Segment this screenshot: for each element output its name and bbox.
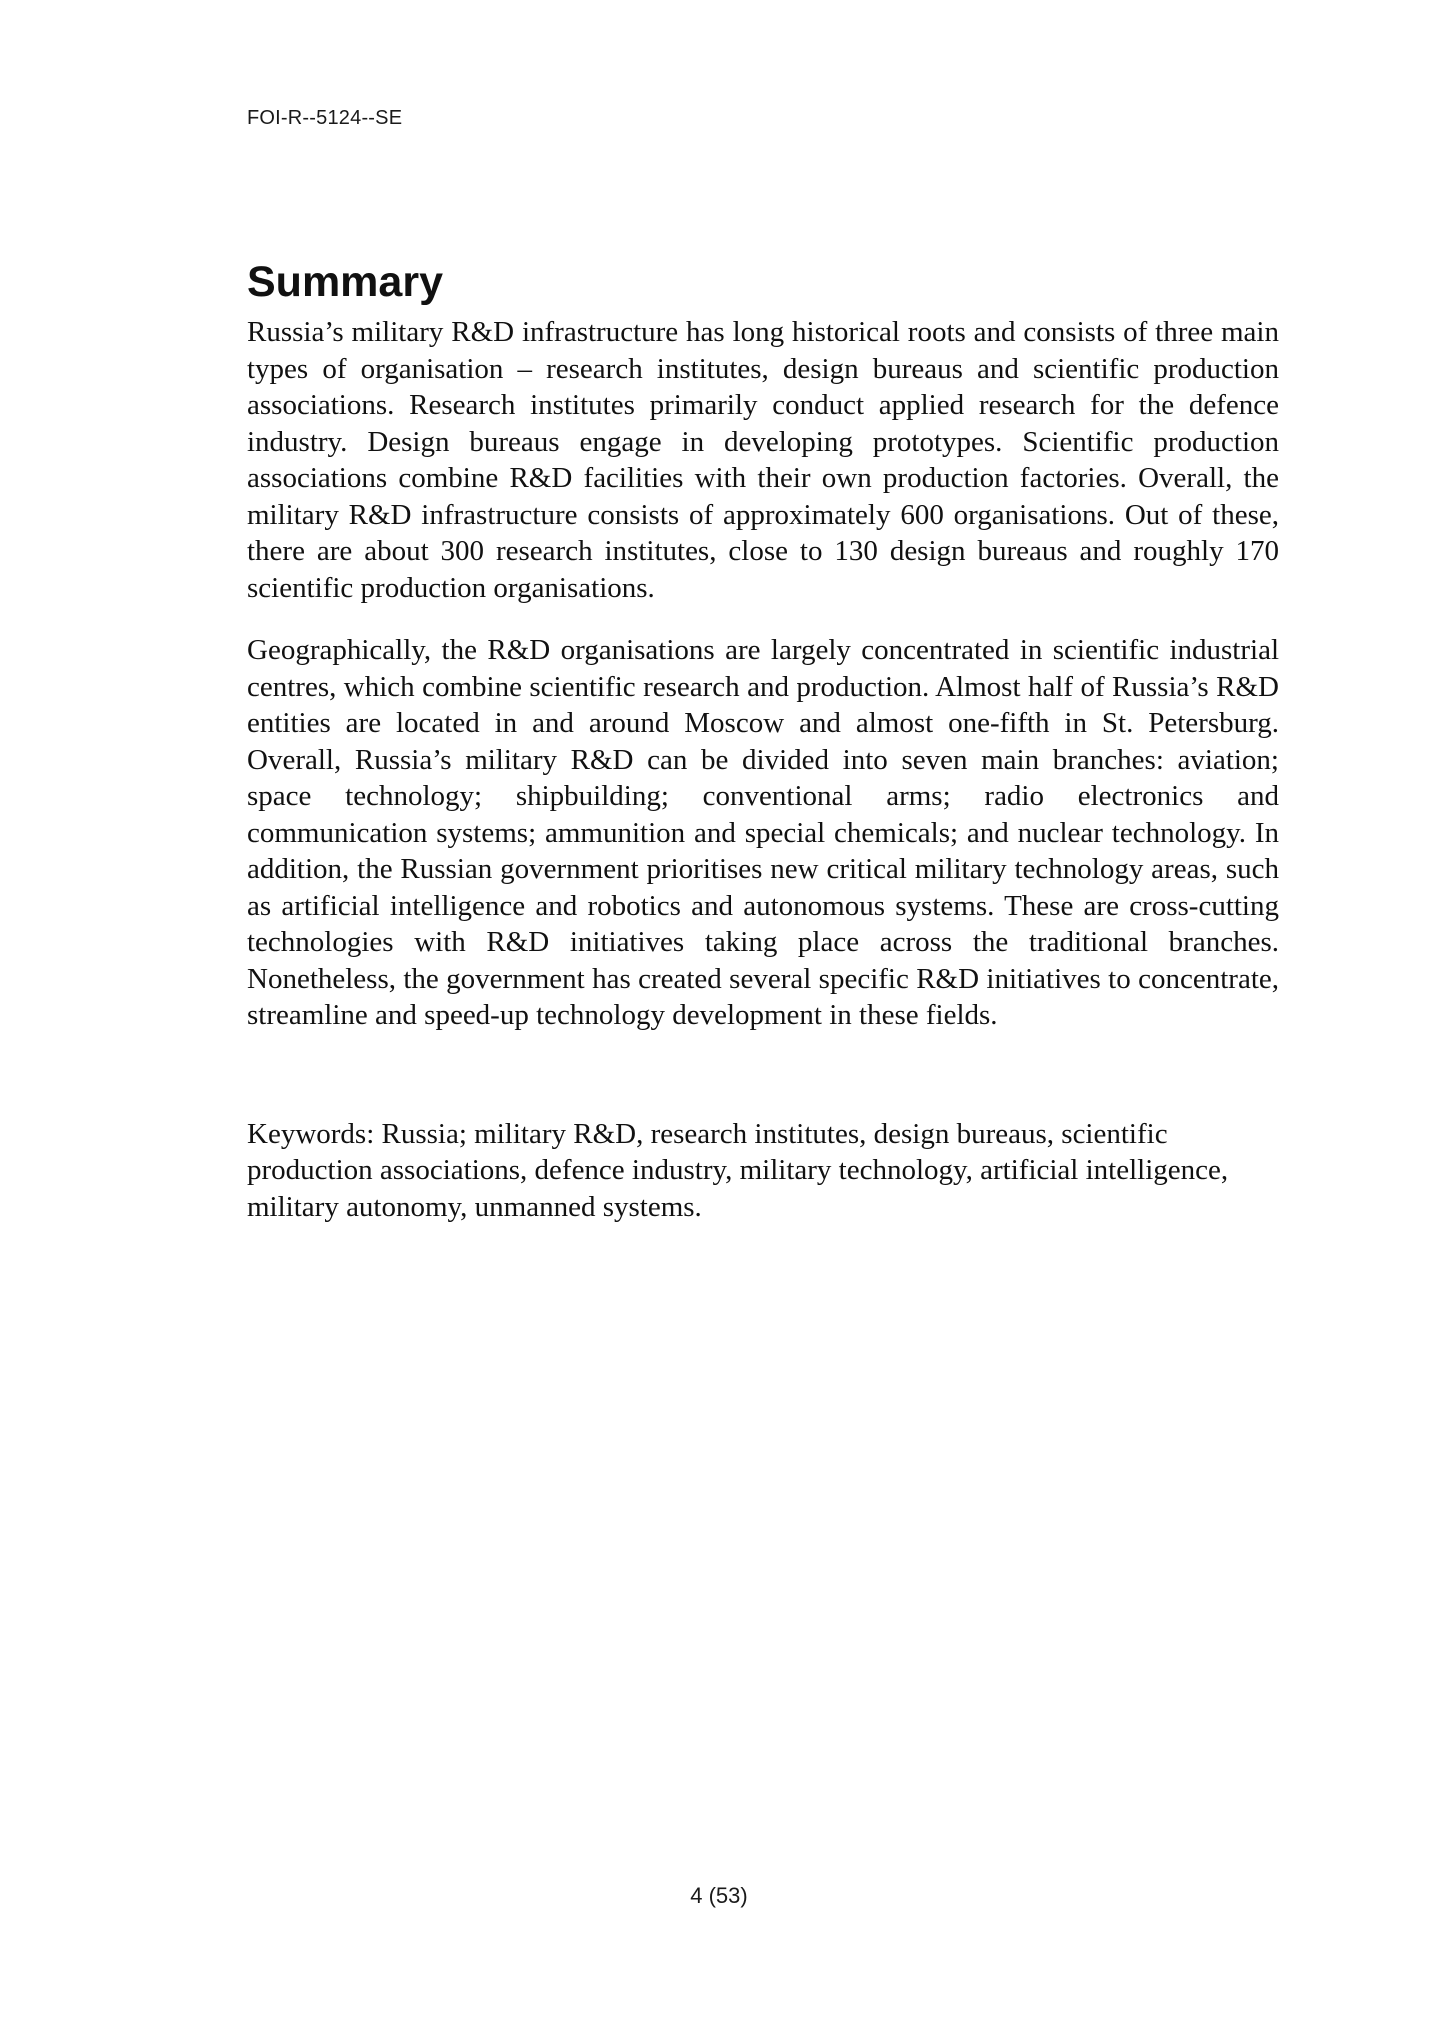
summary-section [247,256,1279,1225]
keywords-paragraph: Keywords: Russia; military R&D, research institutes, design bureaus, scientific production associations, defence industry, military technology, artificial intelligence, military autonomy, unmanned systems. [247,1117,1229,1223]
page-number: 4 (53) [690,1883,748,1908]
summary-paragraph-2: Geographically, the R&D organisations are largely concentrated in scientific industrial centres, which combine scientific research and production. Almost half of Russia’s R&D entities are located in and around Moscow and almost one-fifth in St. Petersburg. Overall, Russia’s military R&D can be divided into seven main branches: aviation; space technology; shipbuilding; conventional arms; radio electronics and communication systems; ammunition and special chemicals; and nuclear technology. In addition, the Russian government prioritises new critical military technology areas, such as artificial intelligence and robotics and autonomous systems. These are cross-cutting technologies with R&D initiatives taking place across the traditional branches. Nonetheless, the government has created several specific R&D initiatives to concentrate, streamline and speed-up technology development in these fields. [247,634,1279,1031]
summary-paragraph-1: Russia’s military R&D infrastructure has long historical roots and consists of three main types of organisation – research institutes, design bureaus and scientific production associations. Research institutes primarily conduct applied research for the defence industry. Design bureaus engage in developing prototypes. Scientific production associations combine R&D facilities with their own production factories. Overall, the military R&D infrastructure consists of approximately 600 organisations. Out of these, there are about 300 research institutes, close to 130 design bureaus and roughly 170 scientific production organisations. [247,316,1279,604]
section-title: Summary [247,258,443,306]
document-id: FOI-R--5124--SE [247,107,403,129]
